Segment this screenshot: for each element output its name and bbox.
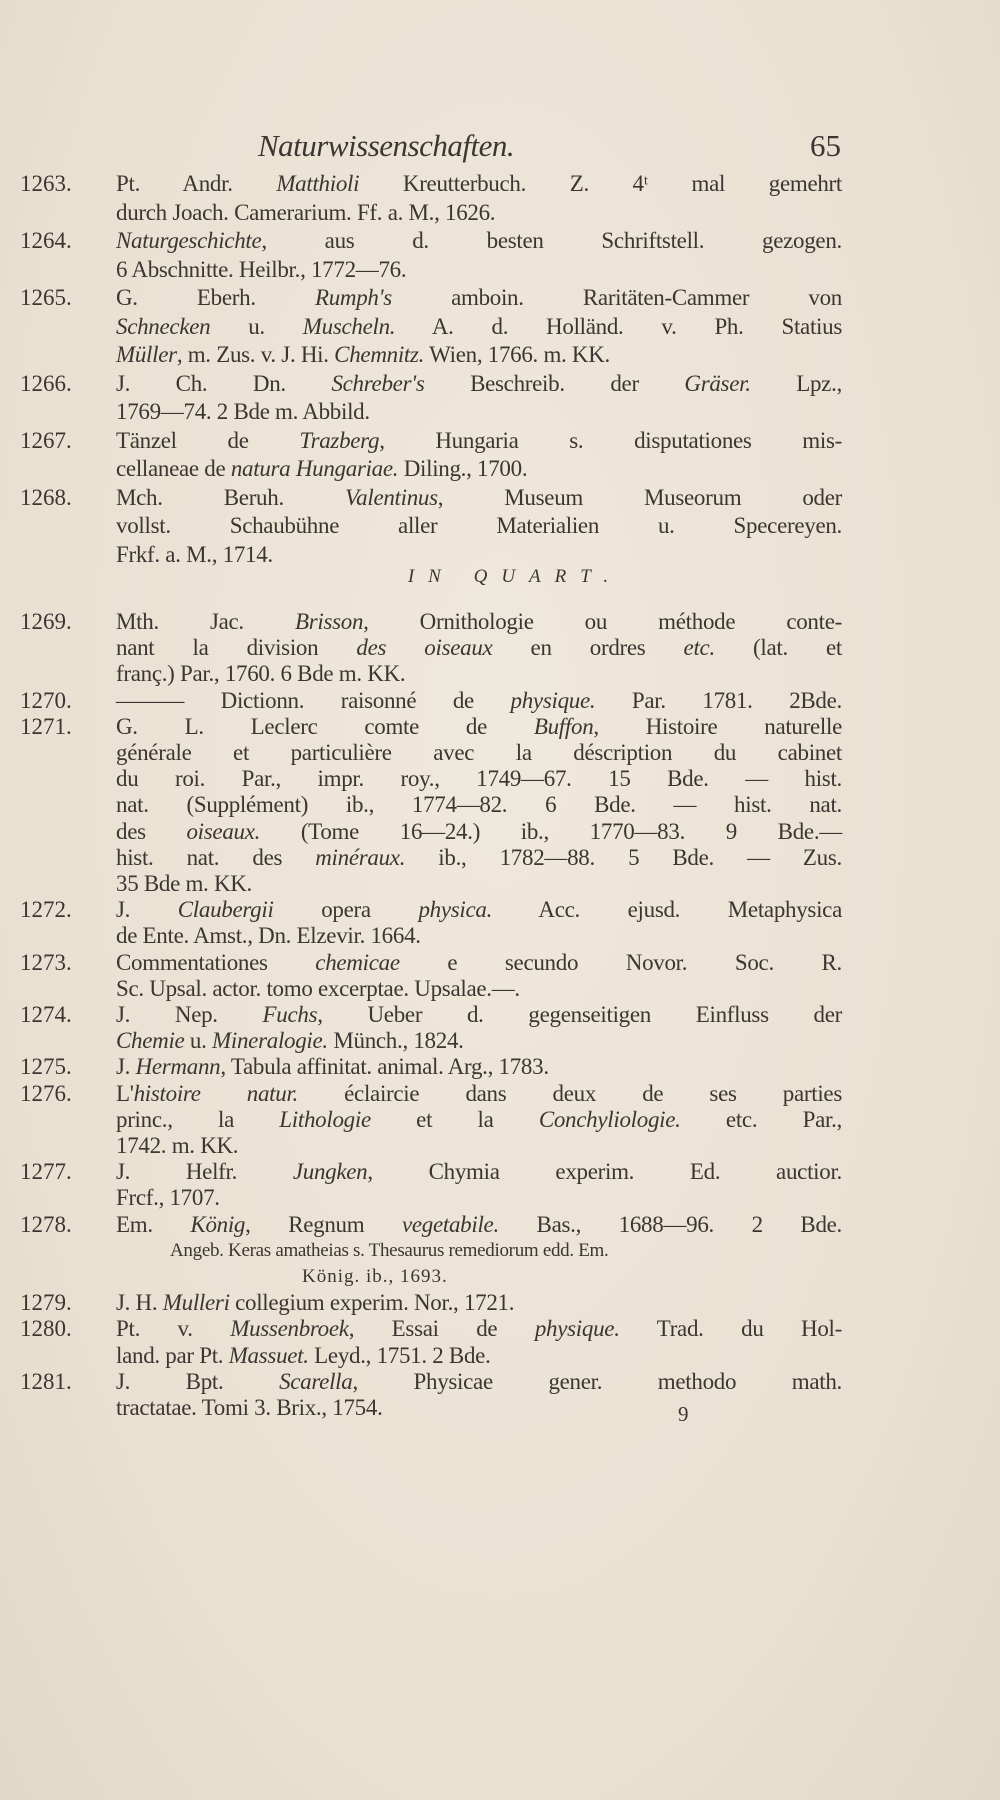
- text: Leyd., 1751. 2 Bde.: [308, 1342, 491, 1368]
- text: Commentationes: [116, 949, 316, 975]
- italic-text: natura Hungariae.: [230, 456, 399, 481]
- entry-line: [116, 714, 842, 740]
- catalog-entry: [20, 284, 842, 370]
- italic-text: Mussenbroek: [230, 1316, 349, 1342]
- entry-line: [116, 1107, 842, 1133]
- text: A. d. Holländ. v. Ph. Statius: [395, 313, 842, 339]
- entry-line: [116, 792, 842, 818]
- catalog-entry: [20, 714, 842, 897]
- italic-text: Matthioli: [276, 171, 360, 196]
- italic-text: Fuchs: [262, 1002, 318, 1028]
- entry-line: [116, 170, 842, 199]
- text: tractatae. Tomi 3. Brix., 1754.: [116, 1395, 383, 1421]
- text: König. ib., 1693.: [302, 1266, 448, 1288]
- entry-number: 1266.: [20, 370, 72, 396]
- catalog-entry: [20, 227, 842, 284]
- entry-number: 1278.: [20, 1211, 72, 1237]
- text: 6 Abschnitte. Heilbr., 1772—76.: [116, 256, 407, 282]
- catalog-entry: [20, 484, 842, 570]
- entry-line: [116, 398, 842, 427]
- catalog-entry: [20, 370, 842, 427]
- entry-line: [116, 427, 842, 456]
- text: Frcf., 1707.: [116, 1185, 220, 1211]
- text: , Hungaria s. disputationes mis-: [379, 427, 842, 453]
- entry-line: [116, 1054, 842, 1080]
- entry-line: [116, 1185, 842, 1211]
- entry-line: [116, 766, 842, 792]
- text: Pt. Andr.: [116, 171, 277, 196]
- text: Mch. Beruh.: [116, 484, 345, 510]
- running-header-title: Naturwissenschaften.: [258, 128, 515, 163]
- text: 1769—74. 2 Bde m. Abbild.: [116, 399, 370, 424]
- catalog-entry: [20, 1369, 842, 1421]
- italic-text: minéraux.: [315, 844, 406, 870]
- text: franç.) Par., 1760. 6 Bde m. KK.: [116, 661, 406, 687]
- italic-text: Muscheln.: [302, 313, 396, 339]
- text: vollst. Schaubühne aller Materialien u. Specereyen.: [116, 513, 842, 538]
- italic-text: Conchyliologie.: [538, 1106, 681, 1132]
- text: Par. 1781. 2Bde.: [595, 687, 842, 713]
- text: , Physicae gener. methodo math.: [352, 1368, 842, 1394]
- text: , Histoire naturelle: [593, 713, 842, 739]
- text: J. Ch. Dn.: [116, 370, 332, 396]
- signature-mark: 9: [678, 1402, 689, 1426]
- text: u.: [184, 1028, 213, 1054]
- italic-text: Valentinus: [344, 484, 438, 510]
- italic-text: Lithologie: [279, 1106, 371, 1132]
- text: ib., 1782—88. 5 Bde. — Zus.: [405, 844, 842, 870]
- text: princ., la: [116, 1106, 280, 1132]
- entry-line: [116, 897, 842, 923]
- text: e secundo Novor. Soc. R.: [399, 949, 842, 975]
- entry-line: [116, 688, 842, 714]
- section-heading: IN QUART.: [407, 566, 623, 587]
- text: J.: [116, 1054, 136, 1080]
- italic-text: Jungken: [292, 1159, 368, 1185]
- text: Trad. du Hol-: [619, 1316, 842, 1342]
- entry-number: 1274.: [20, 1002, 72, 1028]
- catalog-entry: [20, 897, 842, 949]
- text: land. par Pt.: [116, 1342, 229, 1368]
- text: générale et particulière avec la déscription du cabinet: [116, 740, 842, 766]
- text: , Regnum: [245, 1211, 402, 1237]
- text: Münch., 1824.: [327, 1028, 464, 1054]
- entry-line: [116, 845, 842, 871]
- entry-line: [116, 512, 842, 541]
- text: Frkf. a. M., 1714.: [116, 541, 273, 567]
- text: Lpz.,: [750, 370, 842, 396]
- catalog-entry: [20, 1054, 842, 1080]
- text: , Essai de: [348, 1316, 535, 1342]
- page-number: 65: [810, 128, 841, 163]
- entry-number: 1271.: [20, 713, 72, 739]
- entry-number: 1275.: [20, 1054, 72, 1080]
- entry-line: [116, 1159, 842, 1185]
- entry-number: 1268.: [20, 484, 72, 510]
- catalog-entry: [20, 170, 842, 227]
- entry-line: [116, 1369, 842, 1395]
- catalog-entry: [20, 609, 842, 688]
- entry-number: 1277.: [20, 1159, 72, 1185]
- text: Em.: [116, 1211, 191, 1237]
- text: G. L. Leclerc comte de: [116, 713, 534, 739]
- text: ——— Dictionn. raisonné de: [116, 687, 511, 713]
- text: du roi. Par., impr. roy., 1749—67. 15 Bde. — hist.: [116, 766, 842, 792]
- entry-line: [116, 819, 842, 845]
- italic-text: Gräser.: [684, 370, 751, 396]
- catalog-section-quarto: [20, 609, 842, 1421]
- entry-number: 1269.: [20, 609, 72, 634]
- text: (Tome 16—24.) ib., 1770—83. 9 Bde.—: [260, 818, 842, 844]
- text: u.: [210, 313, 303, 339]
- catalog-entry: [20, 1290, 842, 1316]
- bound-with-note-continued: [302, 1264, 842, 1290]
- italic-text: Rumph's: [314, 285, 392, 310]
- text: J. Bpt.: [116, 1368, 280, 1394]
- italic-text: oiseaux.: [186, 818, 261, 844]
- entry-line: [116, 1028, 842, 1054]
- text: Diling., 1700.: [398, 456, 528, 481]
- entry-line: [116, 341, 842, 370]
- italic-text: des oiseaux: [356, 635, 493, 661]
- catalog-entry: [20, 1212, 842, 1291]
- italic-text: chemicae: [315, 949, 400, 975]
- entry-line: [116, 740, 842, 766]
- text: Angeb. Keras amatheias s. Thesaurus remediorum edd. Em.: [170, 1239, 609, 1261]
- entry-number: 1281.: [20, 1368, 72, 1394]
- text: cellaneae de: [116, 456, 231, 481]
- text: J. H.: [116, 1290, 163, 1316]
- text: collegium experim. Nor., 1721.: [229, 1290, 515, 1316]
- text: 1742. m. KK.: [116, 1133, 239, 1159]
- text: J.: [116, 897, 178, 923]
- text: Bas., 1688—96. 2 Bde.: [498, 1211, 842, 1237]
- text: nat. (Supplément) ib., 1774—82. 6 Bde. — hist. nat.: [116, 792, 842, 818]
- catalog-entry: [20, 1159, 842, 1211]
- entry-number: 1272.: [20, 897, 72, 923]
- italic-text: Buffon: [533, 713, 594, 739]
- text: de Ente. Amst., Dn. Elzevir. 1664.: [116, 923, 421, 949]
- bound-with-note: [170, 1238, 842, 1264]
- italic-text: vegetabile.: [401, 1211, 499, 1237]
- entry-number: 1265.: [20, 285, 72, 310]
- entry-line: [116, 1316, 842, 1342]
- text: hist. nat. des: [116, 844, 316, 870]
- entry-line: [116, 1395, 842, 1421]
- entry-line: [116, 313, 842, 342]
- text: Wien, 1766. m. KK.: [424, 342, 611, 367]
- entry-line: [116, 284, 842, 313]
- italic-text: Müller: [116, 342, 177, 367]
- italic-text: histoire natur.: [133, 1080, 298, 1106]
- text: (lat. et: [714, 635, 843, 661]
- entry-line: [116, 227, 842, 256]
- italic-text: Claubergii: [177, 897, 274, 923]
- italic-text: Hermann: [135, 1054, 221, 1080]
- text: Tänzel de: [116, 427, 300, 453]
- text: , Chymia experim. Ed. auctior.: [367, 1159, 842, 1185]
- italic-text: Chemie: [116, 1028, 185, 1054]
- entry-line: [116, 635, 842, 661]
- italic-text: physique.: [534, 1316, 620, 1342]
- text: 35 Bde m. KK.: [116, 871, 253, 897]
- text: en ordres: [492, 635, 684, 661]
- text: opera: [273, 897, 419, 923]
- entry-number: 1280.: [20, 1316, 72, 1342]
- entry-number: 1276.: [20, 1080, 72, 1106]
- entry-line: [116, 541, 842, 570]
- text: etc. Par.,: [680, 1106, 842, 1132]
- text: éclaircie dans deux de ses parties: [298, 1080, 842, 1106]
- entry-line: [116, 1002, 842, 1028]
- catalog-entry: [20, 1316, 842, 1368]
- italic-text: etc.: [683, 635, 715, 661]
- catalog-entry: [20, 427, 842, 484]
- italic-text: Schreber's: [331, 370, 425, 396]
- entry-line: [116, 609, 842, 635]
- text: Mth. Jac.: [116, 609, 295, 634]
- entry-line: [116, 1343, 842, 1369]
- catalog-entry: [20, 950, 842, 1002]
- entry-line: [116, 661, 842, 687]
- italic-text: Trazberg: [299, 427, 380, 453]
- text: , Museum Museorum oder: [437, 484, 842, 510]
- text: , aus d. besten Schriftstell. gezogen.: [261, 228, 842, 253]
- text: , Tabula affinitat. animal. Arg., 1783.: [220, 1054, 549, 1080]
- entry-line: [116, 950, 842, 976]
- italic-text: Brisson: [294, 609, 364, 634]
- text: G. Eberh.: [116, 285, 315, 310]
- text: des: [116, 818, 187, 844]
- italic-text: Schnecken: [116, 313, 211, 339]
- entry-line: [116, 256, 842, 285]
- text: Beschreib. der: [424, 370, 685, 396]
- catalog-entry: [20, 1081, 842, 1160]
- text: , Ornithologie ou méthode conte-: [363, 609, 842, 634]
- entry-line: [116, 1081, 842, 1107]
- italic-text: König: [190, 1211, 246, 1237]
- entry-number: 1273.: [20, 949, 72, 975]
- catalog-section-octavo: [20, 170, 842, 569]
- text: Sc. Upsal. actor. tomo excerptae. Upsalae.—.: [116, 975, 520, 1001]
- italic-text: Chemnitz.: [334, 342, 425, 367]
- entry-number: 1279.: [20, 1290, 72, 1316]
- text: Kreutterbuch. Z. 4ᵗ mal gemehrt: [359, 171, 842, 196]
- catalog-entry: [20, 1002, 842, 1054]
- entry-line: [116, 370, 842, 399]
- italic-text: Scarella: [279, 1368, 353, 1394]
- entry-number: 1270.: [20, 687, 72, 713]
- text: Pt. v.: [116, 1316, 231, 1342]
- entry-line: [116, 923, 842, 949]
- text: amboin. Raritäten-Cammer von: [391, 285, 842, 310]
- italic-text: physique.: [510, 687, 596, 713]
- entry-line: [116, 1212, 842, 1238]
- text: Acc. ejusd. Metaphysica: [492, 897, 842, 923]
- text: J. Nep.: [116, 1002, 263, 1028]
- entry-number: 1264.: [20, 228, 72, 253]
- text: J. Helfr.: [116, 1159, 293, 1185]
- catalog-entry: [20, 688, 842, 714]
- text: , Ueber d. gegenseitigen Einfluss der: [317, 1002, 842, 1028]
- entry-line: [116, 455, 842, 484]
- text: , m. Zus. v. J. Hi.: [176, 342, 335, 367]
- entry-number: 1267.: [20, 427, 72, 453]
- entry-number: 1263.: [20, 171, 72, 196]
- text: durch Joach. Camerarium. Ff. a. M., 1626.: [116, 199, 496, 225]
- italic-text: physica.: [418, 897, 493, 923]
- entry-line: [116, 976, 842, 1002]
- text: nant la division: [116, 635, 357, 661]
- italic-text: Massuet.: [228, 1342, 309, 1368]
- entry-line: [116, 1290, 842, 1316]
- text: L': [116, 1080, 134, 1106]
- entry-line: [116, 871, 842, 897]
- entry-line: [116, 484, 842, 513]
- italic-text: Mulleri: [162, 1290, 230, 1316]
- text: et la: [370, 1106, 539, 1132]
- entry-line: [116, 199, 842, 228]
- entry-line: [116, 1133, 842, 1159]
- italic-text: Naturgeschichte: [116, 228, 262, 253]
- italic-text: Mineralogie.: [212, 1028, 328, 1054]
